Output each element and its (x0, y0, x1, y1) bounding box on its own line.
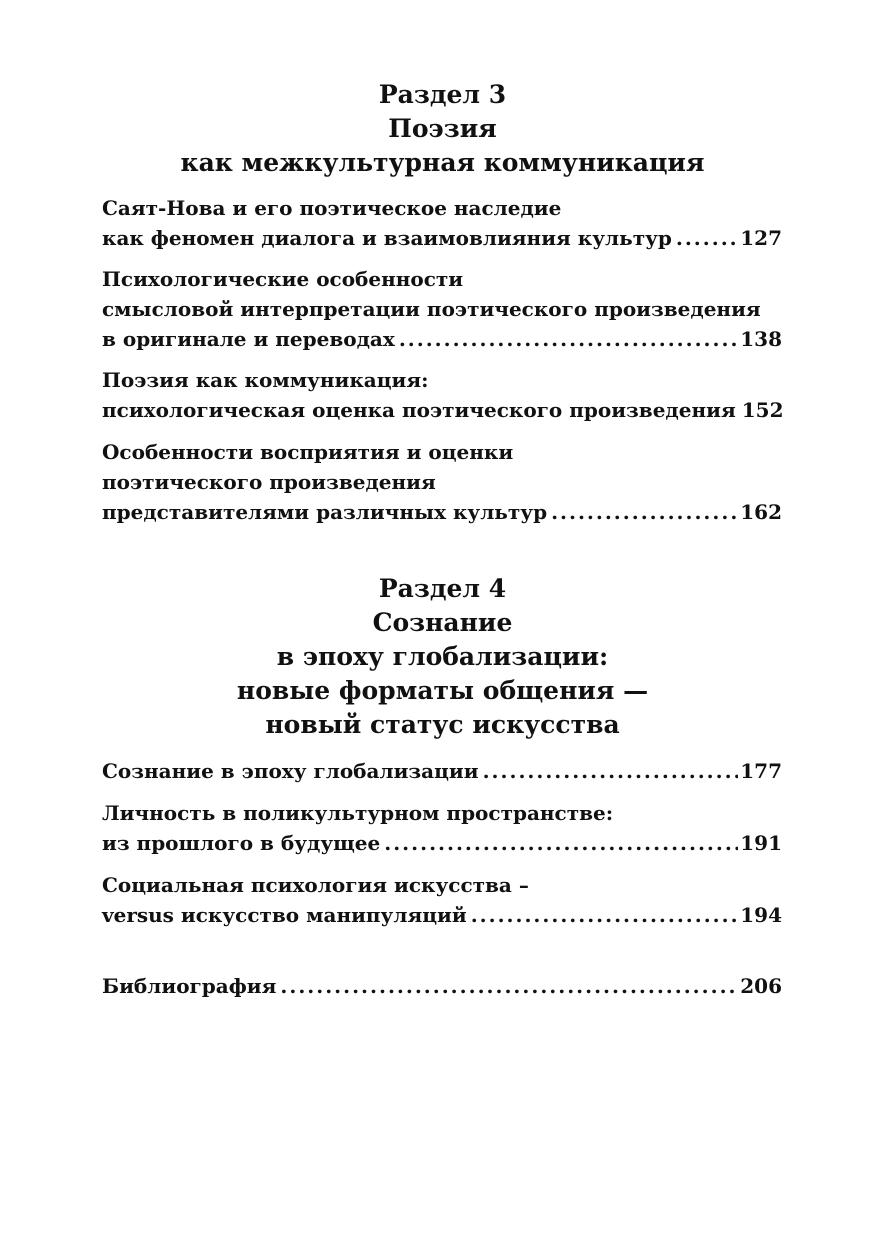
page-number: 162 (740, 500, 782, 524)
dot-leader (551, 497, 738, 527)
toc-entry-social-psychology-art[interactable] (102, 870, 782, 930)
page-number: 194 (740, 903, 782, 927)
toc-entry-line: поэтического произведения (102, 470, 436, 494)
section-3-title: Поэзия (388, 114, 497, 143)
toc-entry-line: Сознание в эпоху глобализации (102, 759, 479, 783)
page-number: 152 (741, 398, 784, 422)
section-3-subtitle: как межкультурная коммуникация (180, 148, 705, 177)
section-4-subtitle: новые форматы общения — (236, 676, 649, 705)
section-4-number: Раздел 4 (378, 574, 507, 603)
toc-entry-sayat-nova[interactable] (102, 193, 782, 253)
page-number: 138 (740, 327, 782, 351)
toc-entry-line: Социальная психология искусства – (102, 873, 529, 897)
dot-leader (483, 756, 739, 786)
toc-entry-poetry-communication[interactable] (102, 365, 782, 425)
toc-entry-line: Психологические особенности (102, 267, 464, 291)
toc-entry-psychological-features[interactable] (102, 264, 782, 354)
dot-leader (280, 971, 738, 1001)
page-number: 127 (740, 226, 782, 250)
toc-entry-line: Поэзия как коммуникация: (102, 368, 429, 392)
section-3-number: Раздел 3 (378, 80, 507, 109)
toc-entry-last-line (102, 395, 782, 425)
toc-entry-line: Саят-Нова и его поэтическое наследие (102, 196, 562, 220)
toc-entry-line: versus искусство манипуляций (102, 903, 467, 927)
dot-leader (399, 324, 738, 354)
dot-leader (384, 828, 738, 858)
toc-entry-line: Особенности восприятия и оценки (102, 440, 514, 464)
toc-entry-last-line (102, 900, 782, 930)
toc-entry-last-line (102, 324, 782, 354)
dot-leader (676, 223, 738, 253)
toc-entry-last-line (102, 497, 782, 527)
toc-entry-bibliography[interactable] (102, 971, 782, 1001)
page-number: 206 (740, 974, 782, 998)
toc-entry-last-line (102, 971, 782, 1001)
toc-entry-line: в оригинале и переводах (102, 327, 395, 351)
toc-entry-line: психологическая оценка поэтического произведения (102, 398, 736, 422)
toc-entry-line: представителями различных культур (102, 500, 548, 524)
toc-entry-consciousness-globalization[interactable] (102, 756, 782, 786)
dot-leader (471, 900, 739, 930)
section-3-heading (100, 78, 785, 180)
page-number: 177 (740, 759, 782, 783)
toc-entry-line: как феномен диалога и взаимовлияния культур (102, 226, 672, 250)
toc-entry-perception-features[interactable] (102, 437, 782, 527)
toc-entry-line: из прошлого в будущее (102, 831, 381, 855)
page-number: 191 (740, 831, 782, 855)
section-4-heading (100, 572, 785, 742)
toc-entry-line: Библиография (102, 974, 277, 998)
section-4-subtitle: новый статус искусства (265, 710, 620, 739)
section-4-title: Сознание (372, 608, 513, 637)
section-4-subtitle: в эпоху глобализации: (276, 642, 609, 671)
toc-entry-last-line (102, 828, 782, 858)
toc-entry-last-line (102, 756, 782, 786)
toc-entry-line: смысловой интерпретации поэтического произведения (102, 297, 761, 321)
toc-entry-personality-multicultural[interactable] (102, 798, 782, 858)
toc-entry-line: Личность в поликультурном пространстве: (102, 801, 614, 825)
toc-entry-last-line (102, 223, 782, 253)
